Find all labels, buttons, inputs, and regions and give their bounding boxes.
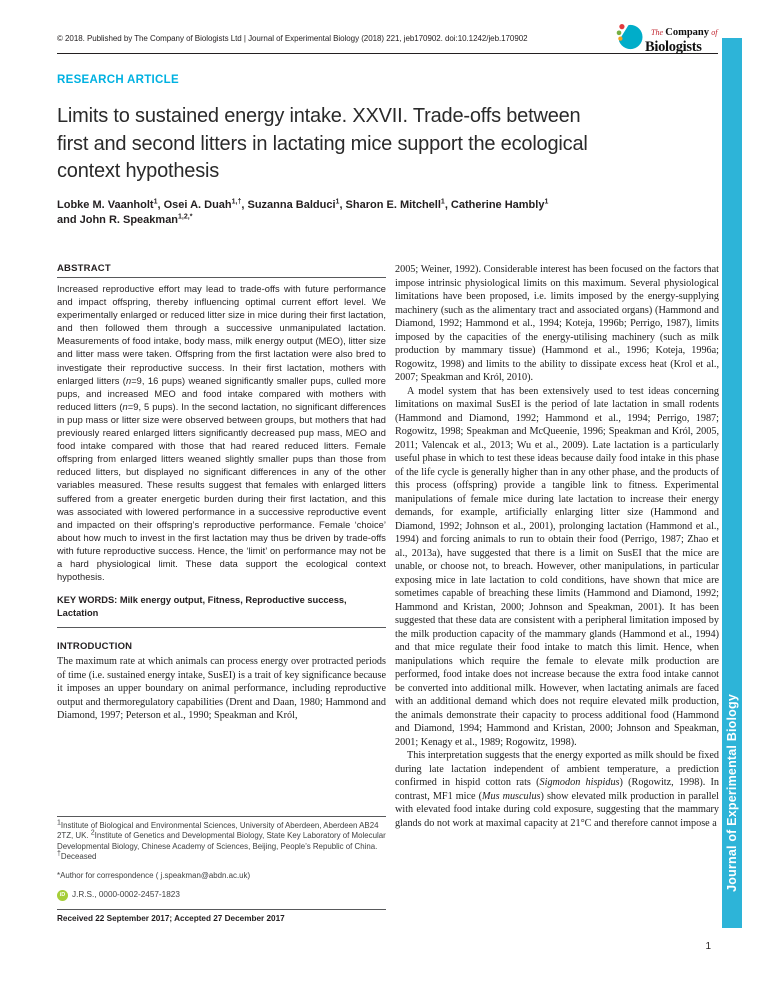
body-paragraph-1: 2005; Weiner, 1992). Considerable interest has been focused on the factors that impose intrinsic physiological limits on this maximum. Several physiological limitations have been proposed, i.e. limits imposed by the energy-supplying machinery (such as the alimentary tract and associated organs) (Hammond and Diamond, 1992; Hammond et al., 1994; Koteja, 1996b; Perrigo, 1987), limits imposed by the capacities of the energy-utilising machinery (such as milk production by mammary tissue) (Hammond et al., 1996; Koteja, 1996a; Rogowitz, 1998) and limits to the ability to dissipate excess heat (Krol et al., 2007; Speakman and Król, 2010). [395,264,719,383]
received-divider [57,909,386,910]
company-of-biologists-logo-icon [614,22,643,56]
author-list [57,198,717,227]
title-line-2: first and second litters in lactating mice support the ecological [57,132,588,155]
logo-word-biologists: Biologists [645,39,702,55]
logo-word-of: of [711,28,718,37]
introduction-paragraph-col1: The maximum rate at which animals can process energy over protracted periods of time (i.e. sustained energy intake, SusEI) is a trait of key significance because it imposes an upper boundary on animal performance, including reproductive output and thermoregulatory capabilities (Drent and Daan, 1980; Hammond and Diamond, 1997; Peterson et al., 1990; Speakman and Król, [57,656,386,722]
body-paragraph-3: This interpretation suggests that the energy exported as milk should be fixed during late lactation independent of ambient temperature, a prediction confirmed in hispid cotton rats (Sigmodon hispidus) (Rogowitz, 1998). In contrast, MF1 mice (Mus musculus) show elevated milk production in parallel with elevated food intake during cold exposure, suggesting that the mammary glands do not work at maximal capacity at 21°C and therefore cannot impose a [395,750,720,829]
title-line-1: Limits to sustained energy intake. XXVII. Trade-offs between [57,105,581,127]
logo-word-the: The [651,28,663,37]
title-line-3: context hypothesis [57,160,220,182]
deceased-note: †Deceased [57,850,97,862]
journal-sidebar-label: Journal of Experimental Biology [725,694,739,892]
orcid-icon: iD [57,890,68,901]
article-type-label: RESEARCH ARTICLE [57,74,179,86]
introduction-heading: INTRODUCTION [57,641,133,653]
abstract-text: Increased reproductive effort may lead to trade-offs with future performance and impact offspring, thereby influencing optimal current effort level. We experimentally enlarged or reduced litter size in mice during their first lactation, and then followed them through a successive unmanipulated lactation. Measurements of food intake, body mass, milk energy output (MEO), litter size and litter mass were taken. Offspring from the first lactation were also bred to investigate their reproductive success. In their first lactation, mothers with enlarged litters (n=9, 16 pups) weaned significantly smaller pups, culled more pups, and increased MEO and food intake compared with mothers with reduced litters (n=9, 5 pups). In the second lactation, no significant differences in pup mass or litter size were observed between groups, but mothers that had previously reared enlarged litters significantly decreased pup mass, MEO and food intake compared with those that had reared reduced litters. Female offspring from enlarged litters weaned slightly smaller pups than those from reduced litters, but displayed no significant differences in any of the other variables measured. These results suggest that females with enlarged litters suffered from a greater energetic burden during their first lactation, and this was associated with lowered performance in a successive reproductive event and impacted on their offspring’s reproductive performance. Female ‘choice’ about how much to invest in the first lactation may thus be driven by trade-offs with future reproductive success. Hence, the ‘limit’ on performance may not be a hard physiological limit. These data support the ecological context hypothesis. [57,284,386,583]
affiliations-note: $^1$Institute of Biological and Environmental Sciences, University of Aberdeen, Aberdeen AB24 2TZ, UK. $^2$Institute of Genetics and Developmental Biology, State Key Laboratory of Molecular Developmental Biology, Chinese Academy of Sciences, Beijing, People’s Republic of China. [57,819,386,851]
keywords-divider [57,627,386,628]
left-column [57,263,386,723]
right-column [395,263,719,830]
correspondence-note: *Author for correspondence ( j.speakman@abdn.ac.uk) [57,870,251,880]
keywords-line: KEY WORDS: Milk energy output, Fitness, Reproductive success, Lactation [57,595,347,619]
orcid-id: J.R.S., 0000-0002-2457-1823 [72,890,180,900]
logo-text [645,23,718,55]
body-paragraph-2: A model system that has been extensively used to test ideas concerning limitations on maximal SusEI is the period of late lactation in small rodents (Hammond and Diamond, 1992; Hammond et al., 1994; Perrigo, 1987; Rogowitz, 1998; Speakman and McQueenie, 1996; Speakman and Król, 2005, 2011; Valencak et al., 2013; Wu et al., 2009). Late lactation is a particularly useful phase in which to test these ideas because daily food intake in this phase of the life cycle is generally higher than in any other phase, and the products of this process (offspring) provide a tangible link to fitness. Experimental manipulations of female mice during late lactation to increase their energy demands, for example, artificially enlarging litter size (Hammond and Diamond, 1992; Johnson et al., 2001), prolonging lactation (Hammond et al., 1994) and forcing animals to run to obtain their food (Perrigo, 1987; Zhao et al., 2013a), have suggested that there is a limit on SusEI that the mice are unable, or choose not, to breach. However, other manipulations, in particular exposing mice in late lactation to cold conditions, have shown that mice are sometimes capable of breaching these limits (Hammond and Diamond, 1992; Hammond and Kristan, 2000; Johnson and Speakman, 2001). It has been suggested that these data are consistent with a peripheral limitation imposed by the milk production capacity of the mammary glands (Hammond et al., 1994) and that mice regulate their food intake to match this limit. Hence, when manipulations which require the female to elevate milk production are performed, food intake does not increase because the extra food intake cannot be converted into additional milk. However, when lactating animals are faced with an additional demand which does not require elevated milk production, the animals demonstrate their capacity to process additional food (Hammond and Diamond, 1994; Hammond and Kristan, 2000; Johnson and Speakman, 2001; Kenagy et al., 1989; Rogowitz, 1998). [395,385,719,748]
received-accepted-line: Received 22 September 2017; Accepted 27 December 2017 [57,914,285,924]
abstract-heading: ABSTRACT [57,263,386,278]
publisher-logo [614,22,718,56]
authors-line-1: Lobke M. Vaanholt$^1$, Osei A. Duah$^{1,\dagger}$, Suzanna Balduci$^1$, Sharon E. Mitchell$^1$, Catherine Hambly$^1$ [57,198,549,211]
page-title [57,103,725,186]
logo-word-company: Company [665,27,710,38]
journal-sidebar-bar [722,38,742,928]
authors-line-2: and John R. Speakman$^{1,2,*}$ [57,212,193,226]
copyright-line: © 2018. Published by The Company of Biologists Ltd | Journal of Experimental Biology (2018) 221, jeb170902. doi:10.1242/jeb.170902 [57,34,528,43]
page-number: 1 [705,941,711,952]
footnote-block [57,816,386,924]
orcid-line [57,890,386,901]
